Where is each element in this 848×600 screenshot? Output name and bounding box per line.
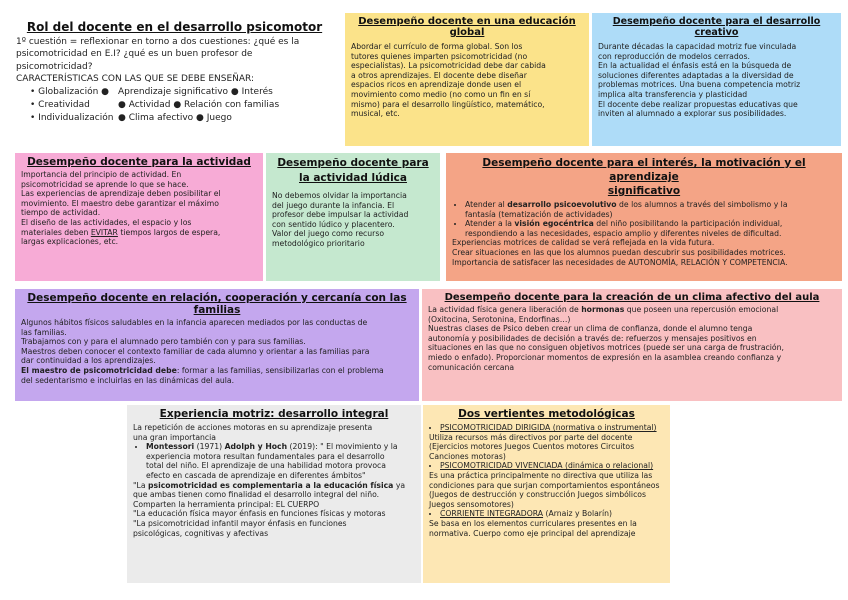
- ludica-line: Valor del juego como recurso: [272, 229, 385, 239]
- familias-line: El maestro de psicomotricidad debe: formar a las familias, sensibilizarlas con el problema: [21, 365, 384, 375]
- vertiente-line: normativa. Cuerpo como eje principal del aprendizaje: [429, 528, 636, 538]
- clima-line: comunicación cercana: [428, 362, 515, 372]
- clima-line: (Oxitocina, Serotonina, Endorfinas…): [428, 314, 571, 324]
- interes-title: Desempeño docente para el interés, la motivación y el aprendizaje significativo: [482, 157, 806, 197]
- global-line: Abordar el currículo de forma global. Son los: [351, 42, 523, 51]
- actividad-line: Importancia del principio de actividad. En: [21, 170, 182, 179]
- actividad-ludica-box: [266, 153, 440, 281]
- ludica-line: del juego durante la infancia. El: [272, 200, 395, 210]
- vertiente-line: (Juegos de destrucción y construcción Juegos simbólicos: [429, 490, 646, 500]
- clima-line: La actividad física genera liberación de hormonas que poseen una repercusión emocional: [428, 305, 779, 314]
- experiencia-line: "La psicomotricidad es complementaria a la educación física ya: [133, 480, 406, 490]
- vertiente-line: Utiliza recursos más directivos por parte del docente: [429, 432, 633, 442]
- familias-line: Maestros deben conocer el contexto familiar de cada alumno y orientar a las familias para: [21, 346, 370, 356]
- experiencia-motriz-box: [127, 405, 421, 583]
- list-item: • CORRIENTE INTEGRADORA (Arnaiz y Bolarín): [440, 509, 664, 519]
- clima-afectivo-box: [422, 289, 842, 401]
- experiencia-line: "La psicomotricidad infantil mayor énfasis en funciones: [133, 518, 347, 528]
- list-item: • PSICOMOTRICIDAD VIVENCIADA (dinámica o relacional): [440, 461, 664, 471]
- global-line: musical, etc.: [351, 109, 400, 119]
- ludica-title: Desempeño docente para la actividad lúdica: [277, 157, 429, 184]
- caracteristicas-row: • Individualización ● Clima afectivo ● Juego: [30, 112, 232, 123]
- creativo-title: Desempeño docente para el desarrollo creativo: [612, 16, 821, 38]
- interes-bullets: [452, 200, 836, 238]
- familias-line: Algunos hábitos físicos saludables en la infancia aparecen mediados por las conductas de: [21, 318, 368, 327]
- experiencia-bullets: [133, 442, 415, 480]
- experiencia-line: La repetición de acciones motoras en su aprendizaje presenta: [133, 423, 373, 432]
- familias-line: del sedentarismo e incluirlas en las dinámicas del aula.: [21, 375, 235, 385]
- creativo-line: con reproducción de modelos cerrados.: [598, 51, 750, 61]
- list-item: • PSICOMOTRICIDAD DIRIGIDA (normativa o instrumental): [440, 423, 664, 433]
- global-line: movimiento como medio (no como un fin en sí: [351, 89, 531, 99]
- desarrollo-creativo-box: [592, 13, 841, 146]
- rol-line: 1º cuestión = reflexionar en torno a dos cuestiones: ¿qué es la: [16, 37, 300, 47]
- vertientes-title: Dos vertientes metodológicas: [458, 408, 635, 420]
- clima-title: Desempeño docente para la creación de un clima afectivo del aula: [444, 292, 820, 303]
- global-line: a otros aprendizajes. El docente debe diseñar: [351, 70, 527, 80]
- creativo-line: implica alta transferencia y plasticidad: [598, 89, 748, 99]
- rol-docente-box: [8, 16, 341, 146]
- ludica-line: No debemos olvidar la importancia: [272, 191, 407, 200]
- vertiente-bullet: [429, 509, 664, 519]
- experiencia-title: Experiencia motriz: desarrollo integral: [159, 408, 389, 420]
- ludica-line: metodológico prioritario: [272, 238, 365, 248]
- interes-line: Experiencias motrices de calidad se verá reflejada en la vida futura.: [452, 238, 715, 248]
- actividad-line: tiempo de actividad.: [21, 208, 101, 218]
- vertiente-line: Es una práctica principalmente no directiva que utiliza las: [429, 470, 653, 480]
- familias-title: Desempeño docente en relación, cooperación y cercanía con las familias: [27, 292, 407, 316]
- vertiente-line: Canciones motoras): [429, 451, 506, 461]
- vertiente-line: condiciones para que surjan comportamientos espontáneos: [429, 480, 660, 490]
- global-title: Desempeño docente en una educación global: [358, 16, 576, 38]
- vertiente-line: Se basa en los elementos curriculares presentes en la: [429, 518, 637, 528]
- actividad-line: psicomotricidad se aprende lo que se hace.: [21, 179, 189, 189]
- caracteristicas-row: • Globalización ● Aprendizaje significativo ● Interés: [30, 86, 273, 97]
- actividad-line: El diseño de las actividades, el espacio y los: [21, 217, 192, 227]
- vertiente-bullet: [429, 461, 664, 471]
- interes-line: Crear situaciones en las que los alumnos puedan descubrir sus posibilidades motrices.: [452, 247, 786, 257]
- global-line: espacios ricos en aprendizaje donde usen el: [351, 80, 522, 90]
- familias-line: dar continuidad a los aprendizajes.: [21, 356, 156, 366]
- creativo-line: problemas motrices. Una buena competencia motriz: [598, 80, 801, 90]
- interes-motivacion-box: [446, 153, 842, 281]
- educacion-global-box: [345, 13, 589, 146]
- experiencia-line: Comparten la herramienta principal: EL CUERPO: [133, 499, 320, 509]
- familias-line: las familias.: [21, 327, 67, 337]
- global-line: tutores quienes imparten psicomotricidad (no: [351, 51, 528, 61]
- list-item: • Atender a la visión egocéntrica del niño posibilitando la participación individual, respondiendo a las necesidades, espacio amplio y diferentes niveles de dificultad.: [465, 219, 836, 238]
- clima-line: autonomía y posibilidades de decisión a través de: refuerzos y mensajes positivos en: [428, 333, 757, 343]
- actividad-title: Desempeño docente para la actividad: [27, 156, 251, 168]
- global-line: mismo) para el desarrollo lingüístico, matemático,: [351, 99, 545, 109]
- experiencia-line: psicológicas, cognitivas y afectivas: [133, 528, 269, 538]
- vertiente-line: (Ejercicios motores Juegos Cuentos motores Circuitos: [429, 442, 635, 452]
- creativo-line: El docente debe realizar propuestas educativas que: [598, 99, 798, 109]
- evitar-text: EVITAR: [90, 227, 118, 237]
- clima-line: Nuestras clases de Psico deben crear un clima de confianza, donde el alumno tenga: [428, 324, 753, 334]
- list-item: • Montessori (1971) Adolph y Hoch (2019): " El movimiento y la experiencia motora resultan fundamentales para el desarrollo total del niño. El aprendizaje de una habilidad motora provoca efecto en cascada de aprendizaje en diferentes ámbitos": [146, 442, 415, 480]
- creativo-line: En la actualidad el énfasis está en la búsqueda de: [598, 61, 792, 71]
- experiencia-line: una gran importancia: [133, 432, 217, 442]
- rol-title: Rol del docente en el desarrollo psicomotor: [26, 20, 323, 34]
- rol-line: psicomotricidad?: [16, 61, 93, 72]
- vertiente-line: Juegos sensomotores): [429, 499, 514, 509]
- rol-line: psicomotricidad en E.I? ¿qué es un buen profesor de: [16, 49, 253, 60]
- familias-line: Trabajamos con y para el alumnado pero también con y para sus familias.: [21, 337, 306, 347]
- ludica-line: con sentido lúdico y placentero.: [272, 219, 395, 229]
- ludica-line: profesor debe impulsar la actividad: [272, 210, 409, 220]
- experiencia-line: que ambas tienen como finalidad el desarrollo integral del niño.: [133, 490, 380, 500]
- clima-line: situaciones en las que no consiguen objetivos motrices (puede ser una carga de frustración,: [428, 343, 784, 353]
- actividad-box: [15, 153, 263, 281]
- interes-line: Importancia de satisfacer las necesidades de AUTONOMÍA, RELACIÓN Y COMPETENCIA.: [452, 257, 788, 267]
- caracteristicas-heading: CARACTERÍSTICAS CON LAS QUE SE DEBE ENSEÑAR:: [16, 74, 255, 85]
- creativo-line: soluciones diferentes adaptadas a la diversidad de: [598, 70, 794, 80]
- creativo-line: Durante décadas la capacidad motriz fue vinculada: [598, 42, 797, 51]
- caracteristicas-row: • Creatividad ● Actividad ● Relación con familias: [30, 99, 280, 110]
- actividad-line: largas explicaciones, etc.: [21, 237, 119, 247]
- global-line: especialistas). La psicomotricidad debe dar cabida: [351, 61, 546, 71]
- list-item: • Atender al desarrollo psicoevolutivo de los alumnos a través del simbolismo y la fantasía (tematización de actividades): [465, 200, 836, 219]
- actividad-line: Las experiencias de aprendizaje deben posibilitar el: [21, 189, 221, 199]
- clima-line: miedo o enfado). Proporcionar momentos de expresión en la asamblea creando confianza y: [428, 352, 782, 362]
- actividad-line: movimiento. El maestro debe garantizar el máximo: [21, 198, 219, 208]
- vertiente-bullet: [429, 423, 664, 433]
- creativo-line: inviten al alumnado a explorar sus posibilidades.: [598, 109, 787, 119]
- experiencia-line: "La educación física mayor énfasis en funciones físicas y motoras: [133, 509, 386, 519]
- vertientes-box: [423, 405, 670, 583]
- actividad-line: materiales deben EVITAR tiempos largos de espera,: [21, 227, 221, 237]
- familias-box: [15, 289, 419, 401]
